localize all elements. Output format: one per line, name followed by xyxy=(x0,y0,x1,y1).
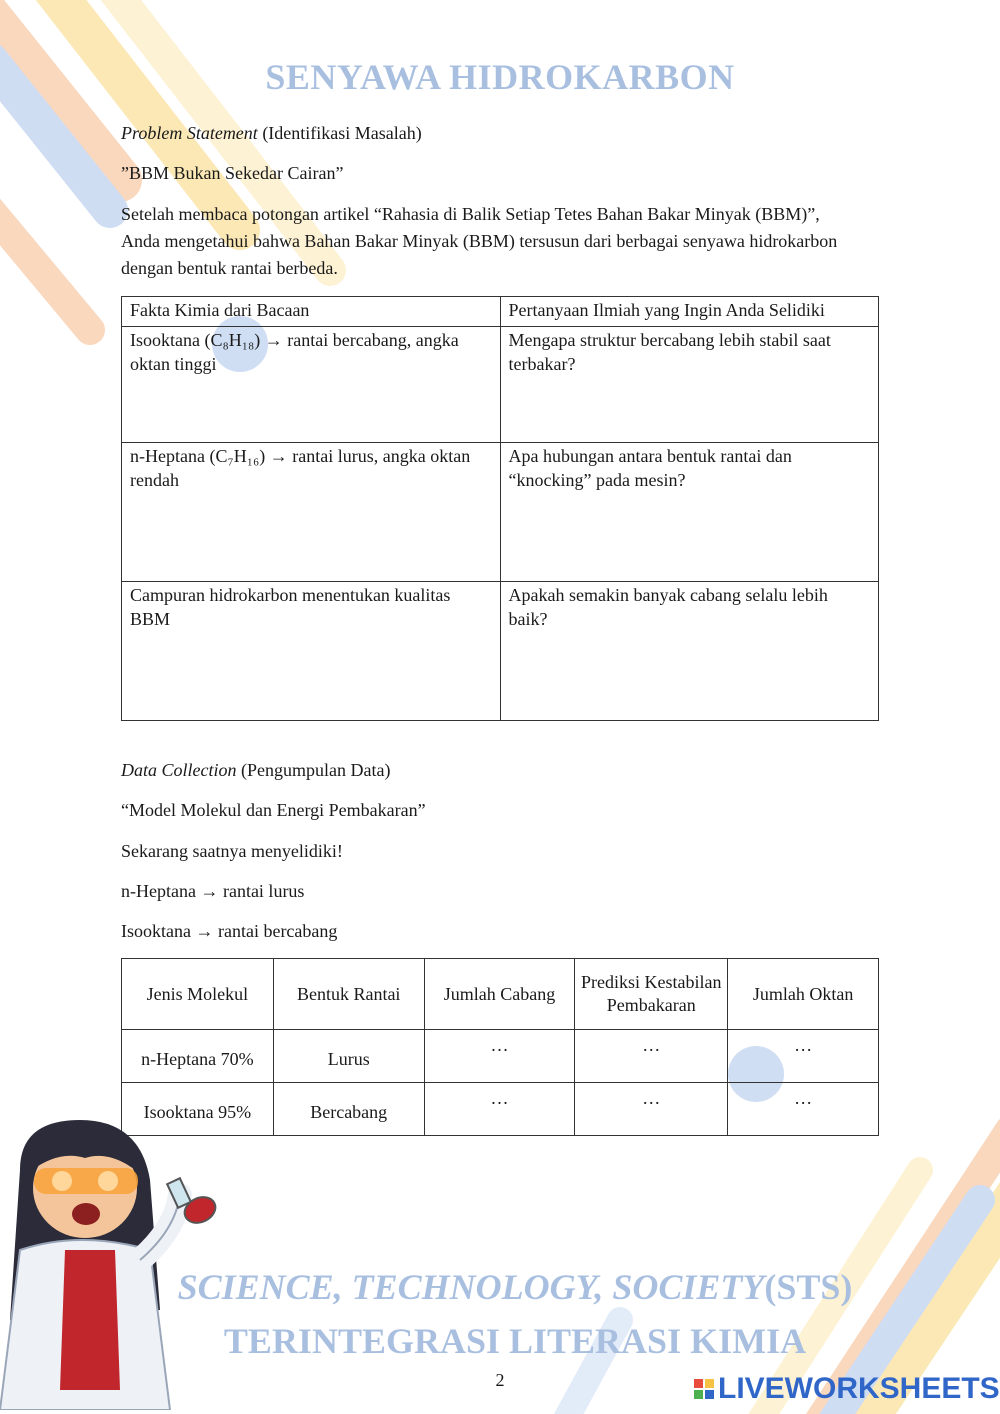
answer-input-octane[interactable]: … xyxy=(728,1083,879,1136)
table-row xyxy=(122,327,879,443)
problem-intro: Setelah membaca potongan artikel “Rahasia di Balik Setiap Tetes Bahan Bakar Minyak (BBM)”, Anda mengetahui bahwa Bahan Bakar Minyak (BBM) tersusun dari berbagai senyawa hidrokarbon dengan bentuk rantai berbeda. xyxy=(121,204,838,278)
footer-line-1-main: SCIENCE, TECHNOLOGY, SOCIETY xyxy=(177,1267,765,1307)
liveworksheets-brand[interactable] xyxy=(694,1372,1000,1406)
table-cell-molecule: n-Heptana 70% xyxy=(122,1030,274,1083)
data-collection-heading-rest: (Pengumpulan Data) xyxy=(236,760,391,780)
answer-input-stability[interactable]: … xyxy=(575,1030,728,1083)
data-collection-subtitle: “Model Molekul dan Energi Pembakaran” xyxy=(121,800,426,820)
column-header: Pertanyaan Ilmiah yang Ingin Anda Selidiki xyxy=(500,297,879,327)
answer-input-branch-count[interactable]: … xyxy=(424,1083,575,1136)
table-cell-molecule: Isooktana 95% xyxy=(122,1083,274,1136)
table-row xyxy=(122,1030,879,1083)
table-cell-question[interactable]: Apakah semakin banyak cabang selalu lebih baik? xyxy=(500,582,879,721)
data-collection-heading xyxy=(121,757,866,784)
problem-statement-heading-rest: (Identifikasi Masalah) xyxy=(257,123,422,143)
table-cell-chain-shape: Bercabang xyxy=(273,1083,424,1136)
brand-text: LIVEWORKSHEETS xyxy=(718,1372,1000,1405)
table-cell-chain-shape: Lurus xyxy=(273,1030,424,1083)
answer-input-stability[interactable]: … xyxy=(575,1083,728,1136)
table-cell-fact: Isooktana (C₈H₁₈) → rantai bercabang, angka oktan tinggi xyxy=(122,327,501,443)
liveworksheets-logo-icon xyxy=(694,1379,714,1399)
table-row xyxy=(122,443,879,582)
problem-statement-heading xyxy=(121,120,866,147)
column-header: Bentuk Rantai xyxy=(273,959,424,1030)
table-cell-question[interactable]: Mengapa struktur bercabang lebih stabil saat terbakar? xyxy=(500,327,879,443)
footer-line-1-sts: (STS) xyxy=(764,1267,853,1307)
scientist-character-illustration xyxy=(0,1110,240,1410)
data-collection-heading-italic: Data Collection xyxy=(121,760,237,780)
column-header: Jumlah Oktan xyxy=(728,959,879,1030)
column-header: Jenis Molekul xyxy=(122,959,274,1030)
table-cell-fact: n-Heptana (C₇H₁₆) → rantai lurus, angka oktan rendah xyxy=(122,443,501,582)
footer-line-2: TERINTEGRASI LITERASI KIMIA xyxy=(223,1321,807,1361)
page-number: 2 xyxy=(495,1370,505,1390)
table-header-row xyxy=(122,297,879,327)
table-header-row xyxy=(122,959,879,1030)
data-collection-line: Sekarang saatnya menyelidiki! xyxy=(121,841,343,861)
problem-statement-heading-italic: Problem Statement xyxy=(121,123,258,143)
table-row xyxy=(122,582,879,721)
column-header: Fakta Kimia dari Bacaan xyxy=(122,297,501,327)
table-cell-question[interactable]: Apa hubungan antara bentuk rantai dan “knocking” pada mesin? xyxy=(500,443,879,582)
data-collection-line: Isooktana → rantai bercabang xyxy=(121,921,338,941)
fact-question-table xyxy=(121,296,879,721)
page-title: SENYAWA HIDROKARBON xyxy=(265,57,735,97)
problem-subtitle: ”BBM Bukan Sekedar Cairan” xyxy=(121,163,344,183)
data-collection-line: n-Heptana → rantai lurus xyxy=(121,881,305,901)
column-header: Prediksi Kestabilan Pembakaran xyxy=(575,959,728,1030)
column-header: Jumlah Cabang xyxy=(424,959,575,1030)
answer-input-branch-count[interactable]: … xyxy=(424,1030,575,1083)
table-cell-fact: Campuran hidrokarbon menentukan kualitas BBM xyxy=(122,582,501,721)
answer-input-octane[interactable]: … xyxy=(728,1030,879,1083)
